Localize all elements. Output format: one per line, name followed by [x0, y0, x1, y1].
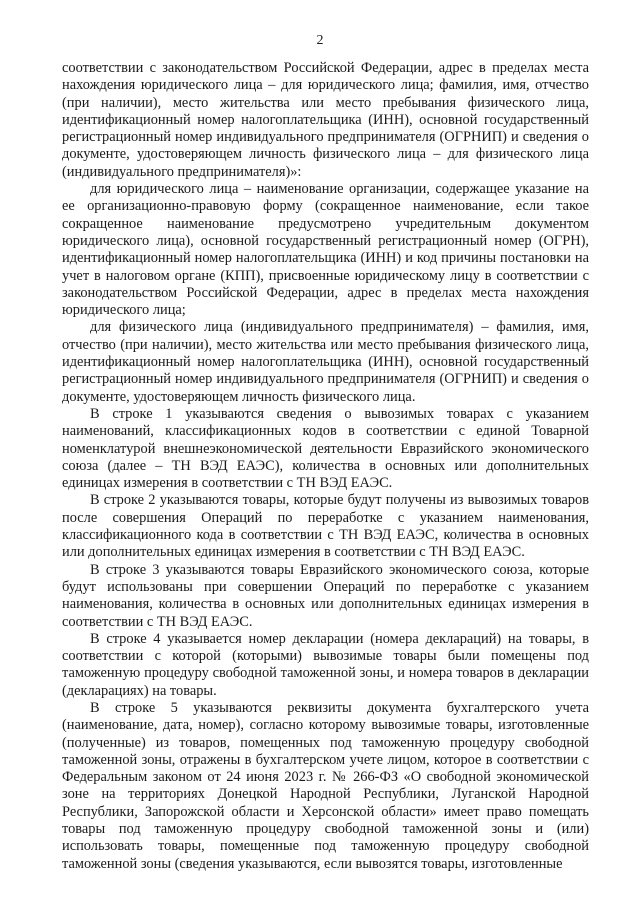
paragraph-line-3: В строке 3 указываются товары Евразийского экономического союза, которые будут использованы при совершении Операций по переработке с указанием наименования, количества в основных или дополнительных единицах измерения в соответствии с ТН ВЭД ЕАЭС. — [62, 561, 589, 630]
paragraph-line-5: В строке 5 указываются реквизиты документа бухгалтерского учета (наименование, дата, номер), согласно которому вывозимые товары, изготовленные (полученные) из товаров, помещенных под таможенную процедуру свободной таможенной зоны, отражены в бухгалтерском учете лицом, которое в соответствии с Федеральным законом от 24 июня 2023 г. № 266-ФЗ «О свободной экономической зоне на территориях Донецкой Народной Республики, Луганской Народной Республики, Запорожской области и Херсонской области» имеет право помещать товары под таможенную процедуру свободной таможенной зоны и (или) использовать товары, помещенные под таможенную процедуру свободной таможенной зоны (сведения указываются, если вывозятся товары, изготовленные — [62, 699, 589, 872]
paragraph-line-4: В строке 4 указывается номер декларации (номера деклараций) на товары, в соответствии с которой (которыми) вывозимые товары были помещены под таможенную процедуру свободной таможенной зоны, и номера товаров в декларации (декларациях) на товары. — [62, 630, 589, 699]
paragraph-continuation: соответствии с законодательством Российской Федерации, адрес в пределах места нахождения юридического лица – для юридического лица; фамилия, имя, отчество (при наличии), место жительства или место пребывания физического лица, идентификационный номер налогоплательщика (ИНН), основной государственный регистрационный номер индивидуального предпринимателя (ОГРНИП) и сведения о документе, удостоверяющем личность физического лица – для физического лица (индивидуального предпринимателя)»: — [62, 60, 589, 180]
paragraph-individual: для физического лица (индивидуального предпринимателя) – фамилия, имя, отчество (при наличии), место жительства или место пребывания физического лица, идентификационный номер налогоплательщика (ИНН), основной государственный регистрационный номер индивидуального предпринимателя (ОГРНИП) и сведения о документе, удостоверяющем личность физического лица. — [62, 319, 589, 405]
document-body — [62, 60, 589, 873]
paragraph-line-2: В строке 2 указываются товары, которые будут получены из вывозимых товаров после совершения Операций по переработке с указанием наименования, классификационного кода в соответствии с ТН ВЭД ЕАЭС, количества в основных или дополнительных единицах измерения в соответствии с ТН ВЭД ЕАЭС. — [62, 492, 589, 561]
paragraph-legal-entity: для юридического лица – наименование организации, содержащее указание на ее организационно-правовую форму (сокращенное наименование, если такое сокращенное наименование предусмотрено учредительным документом юридического лица), основной государственный регистрационный номер (ОГРН), идентификационный номер налогоплательщика (ИНН) и код причины постановки на учет в налоговом органе (КПП), присвоенные юридическому лицу в соответствии с законодательством Российской Федерации, адрес в пределах места нахождения юридического лица; — [62, 181, 589, 319]
page-number: 2 — [316, 33, 324, 48]
paragraph-line-1: В строке 1 указываются сведения о вывозимых товарах с указанием наименований, классификационных кодов в соответствии с единой Товарной номенклатурой внешнеэкономической деятельности Евразийского экономического союза (далее – ТН ВЭД ЕАЭС), количества в основных или дополнительных единицах измерения в соответствии с ТН ВЭД ЕАЭС. — [62, 405, 589, 492]
